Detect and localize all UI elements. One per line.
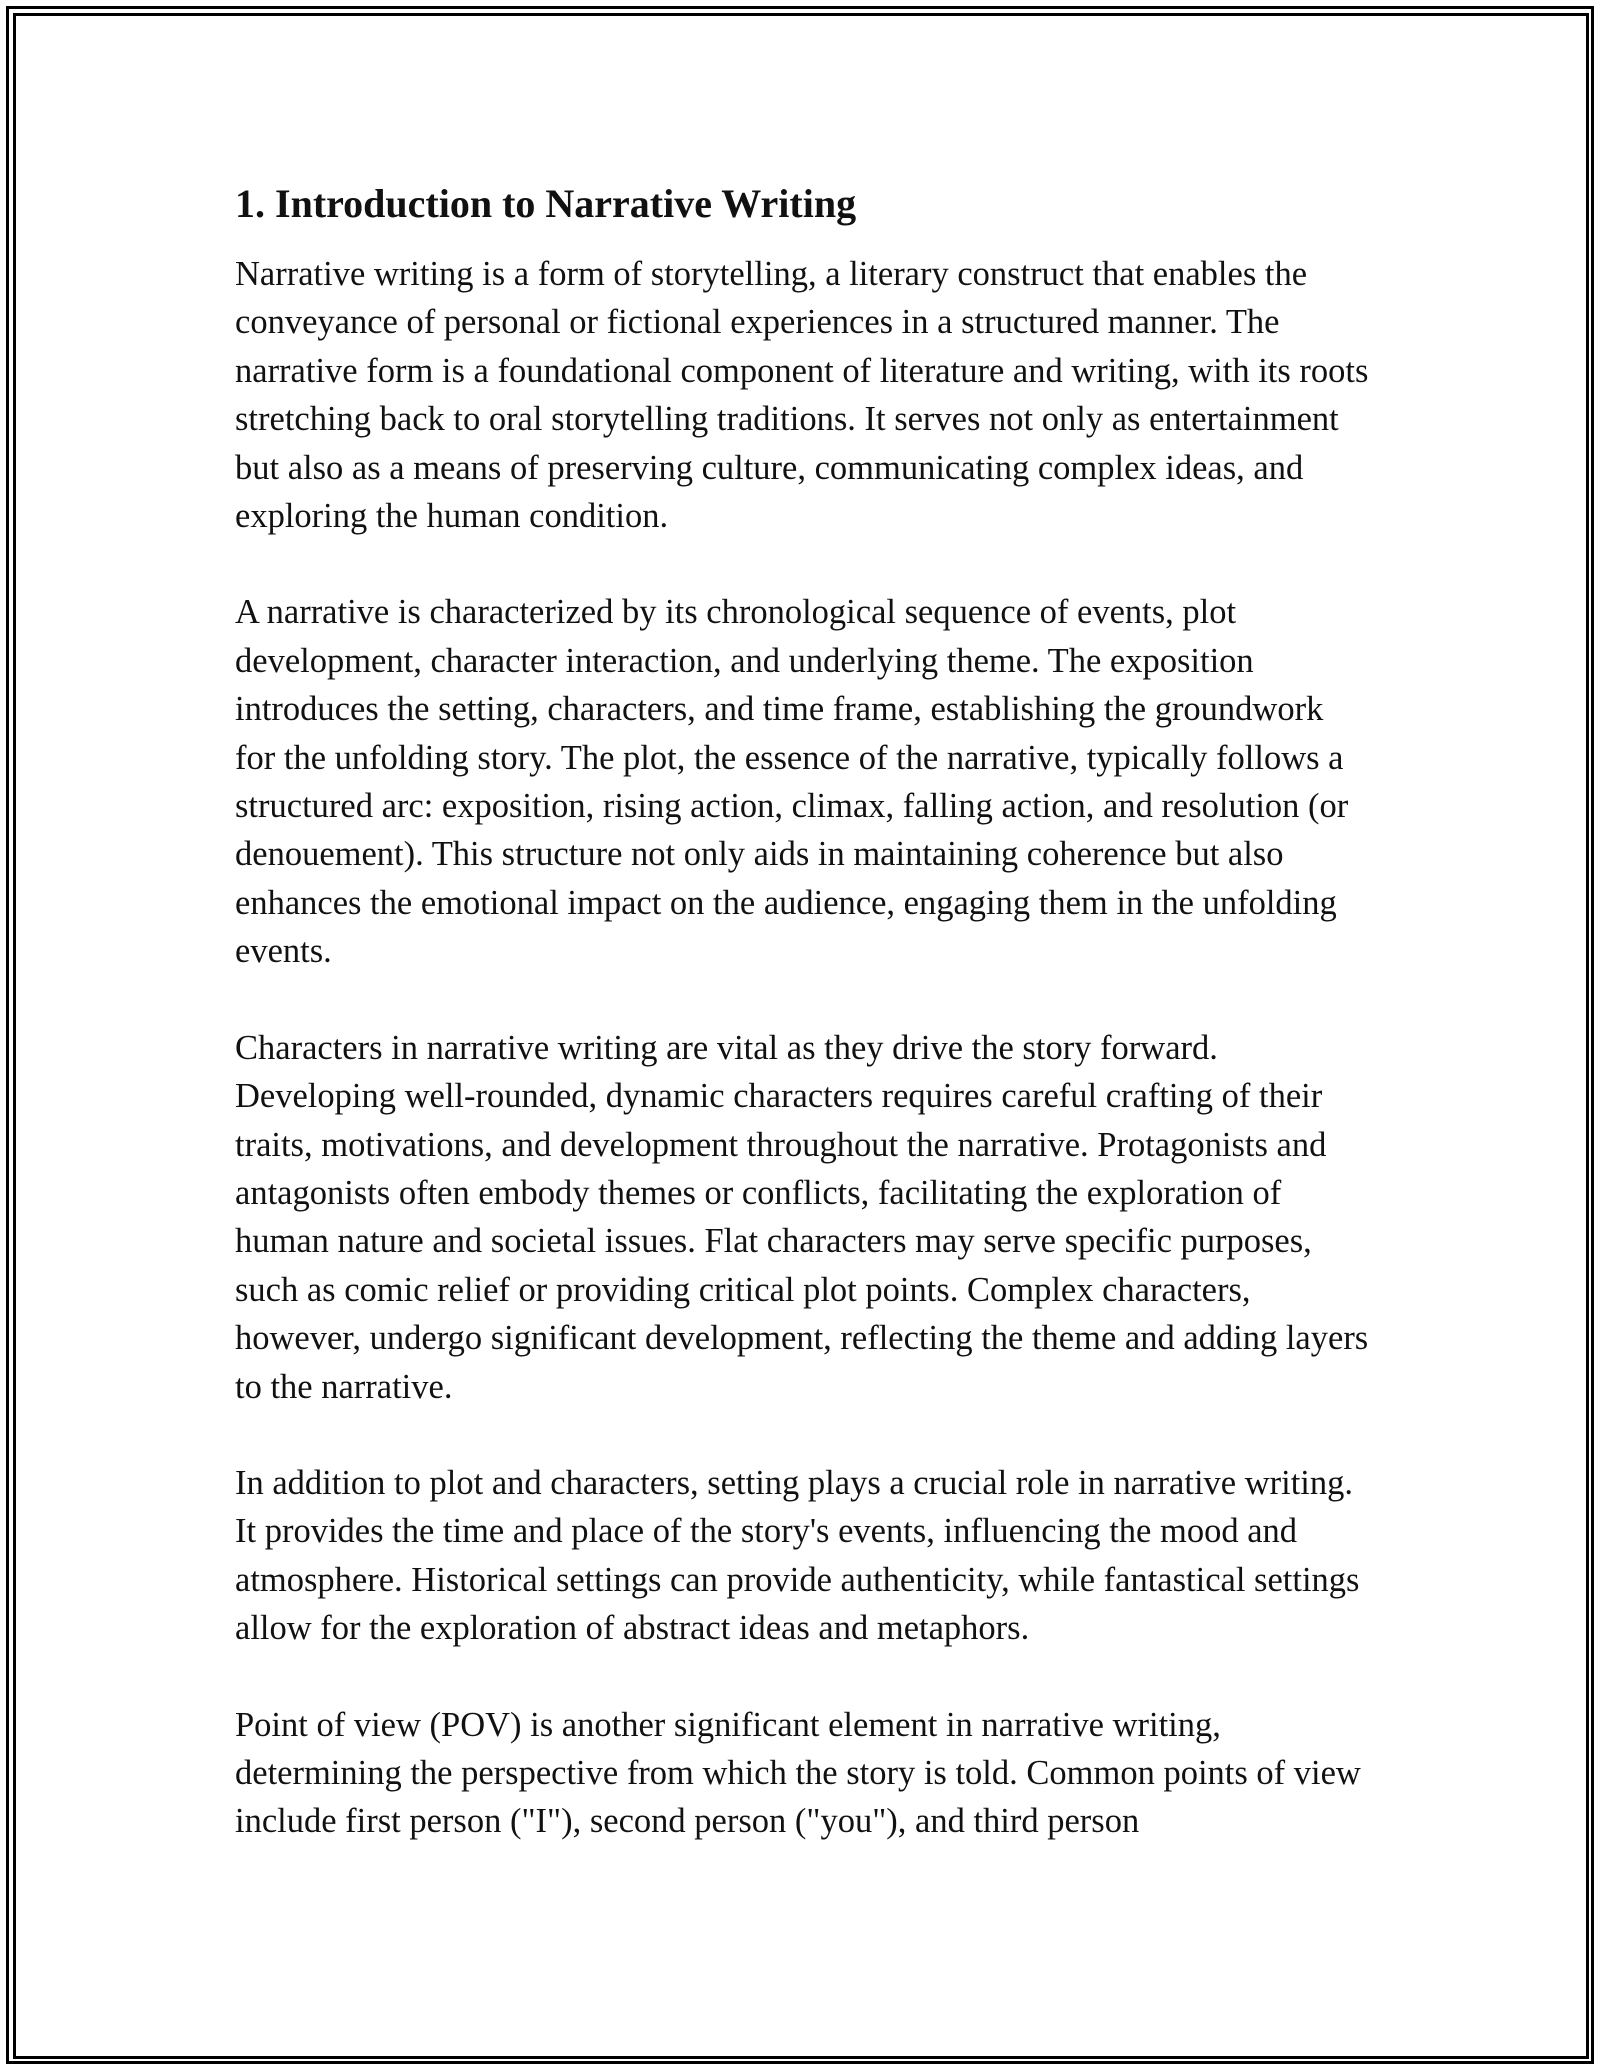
paragraph-3: Characters in narrative writing are vital as they drive the story forward. Developing well-rounded, dynamic characters requires careful crafting of their traits, motivations, and development throughout the narrative. Protagonists and antagonists often embody themes or conflicts, facilitating the exploration of human nature and societal issues. Flat characters may serve specific purposes, such as comic relief or providing critical plot points. Complex characters, however, undergo significant development, reflecting the theme and adding layers to the narrative. — [235, 1028, 1369, 1406]
paragraph-5: Point of view (POV) is another significant element in narrative writing, determining the perspective from which the story is told. Common points of view include first person ("I"), second person ("you"), and third person — [235, 1705, 1361, 1841]
paragraph-2: A narrative is characterized by its chronological sequence of events, plot development, character interaction, and underlying theme. The exposition introduces the setting, characters, and time frame, establishing the groundwork for the unfolding story. The plot, the essence of the narrative, typically follows a structured arc: exposition, rising action, climax, falling action, and resolution (or denouement). This structure not only aids in maintaining coherence but also enhances the emotional impact on the audience, engaging them in the unfolding events. — [235, 593, 1349, 971]
paragraph-4: In addition to plot and characters, setting plays a crucial role in narrative writing. It provides the time and place of the story's events, influencing the mood and atmosphere. Historical settings can provide authenticity, while fantastical settings allow for the exploration of abstract ideas and metaphors. — [235, 1463, 1360, 1648]
section-heading: 1. Introduction to Narrative Writing — [235, 181, 857, 226]
paragraph-1: Narrative writing is a form of storytelling, a literary construct that enables the conveyance of personal or fictional experiences in a structured manner. The narrative form is a foundational component of literature and writing, with its roots stretching back to oral storytelling traditions. It serves not only as entertainment but also as a means of preserving culture, communicating complex ideas, and exploring the human condition. — [235, 255, 1369, 536]
document-body — [235, 180, 1370, 1894]
